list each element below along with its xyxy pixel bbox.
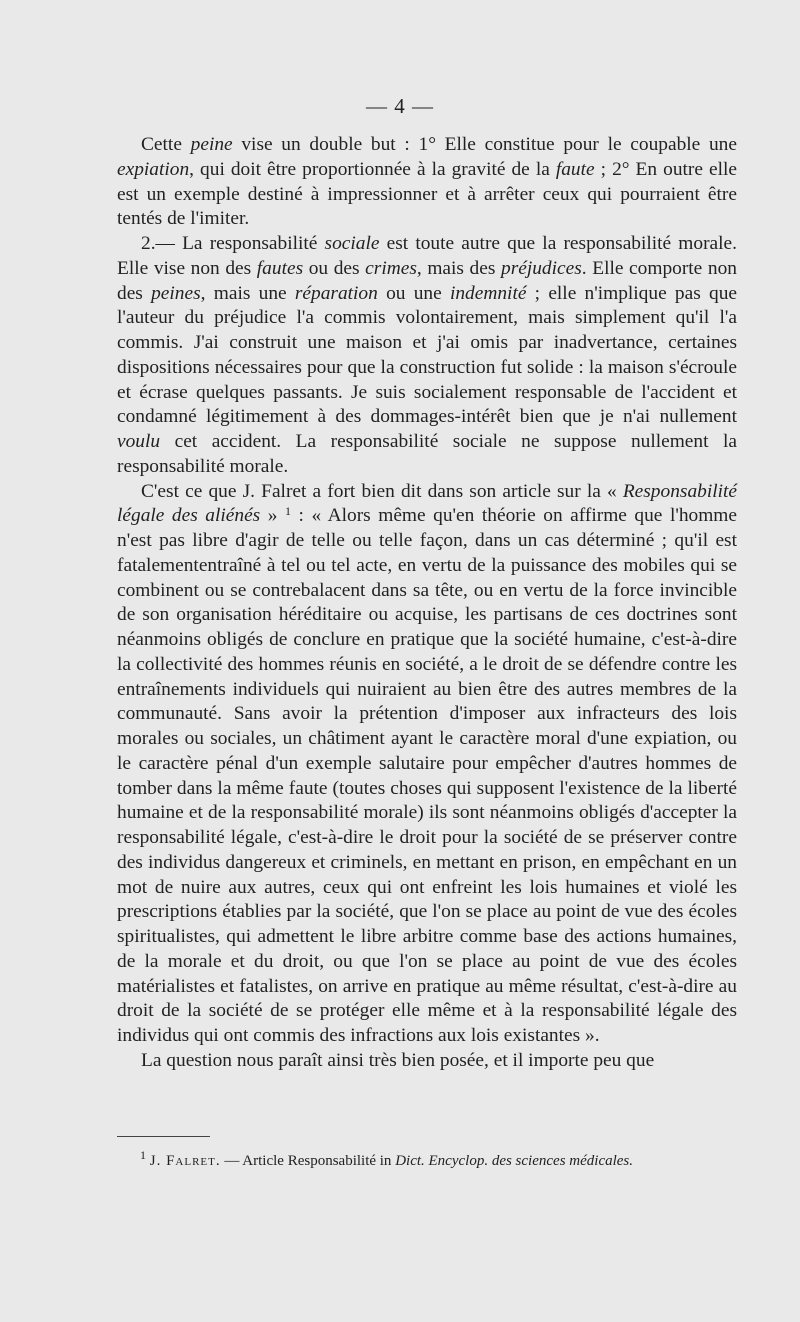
text-run: vise un double but : 1° Elle constitue pour le coupable une [232, 134, 737, 155]
text-run: Cette [141, 134, 191, 155]
footnote [140, 1148, 740, 1170]
text-run: , mais des [416, 257, 501, 279]
text-run: , mais une [200, 282, 295, 304]
italic-run: peines [151, 282, 201, 304]
page-number: — 4 — [366, 94, 434, 118]
paragraph [117, 480, 737, 1049]
italic-run: indemnité [449, 282, 527, 304]
italic-run: faute [555, 158, 595, 180]
text-run: La question nous paraît ainsi très bien posée, et il importe peu que [141, 1049, 655, 1071]
text-run: , qui doit être proportionnée à la gravité de la [189, 158, 556, 180]
footnote-number: 1 [140, 1148, 146, 1162]
text-run: » [260, 505, 285, 527]
text-run: ou des [303, 257, 366, 279]
italic-run: peine [190, 134, 233, 155]
text-run: 2.— La responsabilité [141, 233, 325, 254]
text-run: ou une [377, 282, 450, 304]
italic-run: préjudices [501, 257, 582, 279]
italic-run: voulu [117, 431, 161, 452]
text-run: C'est ce que J. Falret a fort bien dit dans son article sur la « [141, 480, 623, 502]
paragraph [117, 232, 737, 480]
footnote-text: — Article Responsabilité in [220, 1153, 396, 1169]
text-run: ; elle n'implique pas que l'auteur du préjudice l'a commis volontairement, mais simplement qu'il l'a commis. J'ai construit une maison et j'ai omis par inadvertance, certaines dispositions nécessaires pour que la construction fut solide : la maison s'écroule et écrase quelques passants. Je suis socialement responsable de l'accident et condamné légitimement à des dommages-intérêt bien que je n'ai nullement [117, 282, 738, 428]
italic-run: crimes [365, 257, 417, 279]
italic-run: réparation [294, 282, 378, 304]
italic-run: sociale [324, 233, 380, 254]
paragraph [117, 133, 737, 232]
paragraph [117, 1049, 737, 1074]
footnote-rule [117, 1136, 210, 1137]
italic-run: expiation [117, 158, 190, 180]
italic-run: Responsabilité légale des aliénés [117, 480, 737, 527]
footnote-source: Dict. Encyclop. des sciences médicales. [395, 1153, 634, 1169]
text-run: cet accident. La responsabilité sociale ne suppose nullement la responsabilité morale. [117, 431, 737, 477]
text-run: . Elle comporte non des [117, 257, 737, 304]
footnote-reference: 1 [285, 504, 291, 519]
text-run: est toute autre que la responsabilité morale. Elle vise non des [117, 233, 737, 279]
italic-run: fautes [256, 257, 304, 279]
text-run: : « Alors même qu'en théorie on affirme que l'homme n'est pas libre d'agir de telle ou telle façon, dans un cas déterminé ; qu'il est fatalemententraîné à tel ou tel acte, en vertu de la puissance des mobiles qui se combinent ou se contrebalacent dans sa tête, ou en vertu de la force invincible de son organisation héréditaire ou acquise, les partisans de ces doctrines sont néanmoins obligés de conclure en pratique que la société humaine, c'est-à-dire la collectivité des hommes réunis en société, a le droit de se défendre contre les entraînements individuels qui nuiraient au bien être des autres membres de la communauté. Sans avoir la prétention d'imposer aux infracteurs des lois morales ou sociales, un châtiment ayant le caractère moral d'une expiation, ou le caractère pénal d'un exemple salutaire pour empêcher d'autres hommes de tomber dans la même faute (toutes choses qui supposent l'existence de la liberté humaine et de la responsabilité morale) ils sont néanmoins obligés d'accepter la responsabilité légale, c'est-à-dire le droit pour la société de se préserver contre des individus dangereux et criminels, en mettant en prison, en empêchant en un mot de nuire aux autres, ceux qui ont enfreint les lois humaines et violé les prescriptions établies par la société, que l'on se place au point de vue des écoles spiritualistes, qui admettent le libre arbitre comme base des actions humaines, de la morale et du droit, ou que l'on se place au point de vue des écoles matérialistes et fatalistes, on arrive en pratique au même résultat, c'est-à-dire au droit de la société de se protéger elle même et à la responsabilité légale des individus qui ont commis des infractions aux lois existantes ». [117, 505, 737, 1046]
footnote-author: J. Falret. [149, 1153, 221, 1169]
text-run: ; 2° En outre elle est un exemple destiné à impressionner et à arrêter ceux qui pourraient être tentés de l'imiter. [117, 158, 737, 230]
body-text [117, 133, 737, 1074]
